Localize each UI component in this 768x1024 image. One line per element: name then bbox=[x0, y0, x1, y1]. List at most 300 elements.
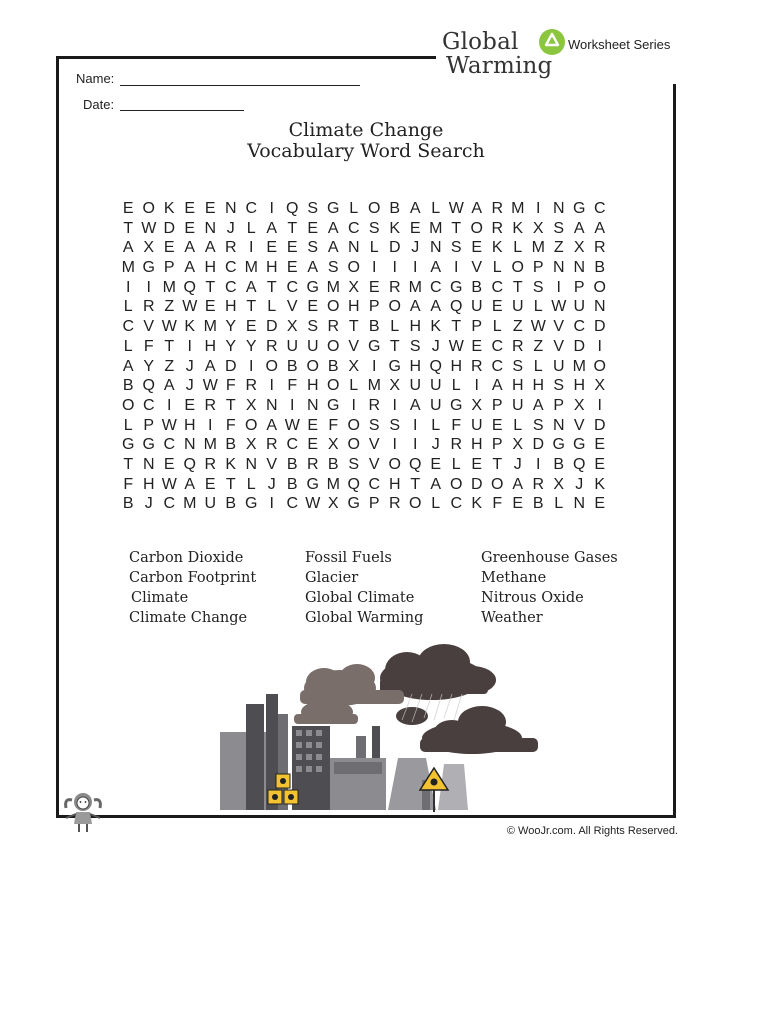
grid-letter: Y bbox=[225, 318, 237, 336]
grid-letter: U bbox=[286, 337, 299, 355]
grid-letter: H bbox=[388, 475, 401, 493]
grid-letter: O bbox=[593, 278, 606, 296]
grid-letter: R bbox=[532, 475, 545, 493]
grid-letter: I bbox=[454, 259, 459, 277]
grid-letter: W bbox=[161, 318, 177, 336]
grid-letter: F bbox=[287, 377, 298, 395]
grid-letter: A bbox=[163, 377, 175, 395]
grid-letter: S bbox=[450, 239, 462, 257]
grid-row bbox=[118, 219, 610, 239]
grid-letter: C bbox=[224, 278, 237, 296]
grid-letter: I bbox=[126, 278, 131, 296]
grid-letter: C bbox=[286, 278, 299, 296]
grid-letter: M bbox=[367, 377, 381, 395]
grid-letter: A bbox=[409, 200, 421, 217]
brand-header bbox=[436, 24, 686, 84]
grid-letter: K bbox=[430, 318, 442, 336]
grid-letter: Q bbox=[573, 455, 586, 473]
grid-letter: O bbox=[593, 357, 606, 375]
grid-letter: G bbox=[347, 495, 360, 513]
grid-letter: B bbox=[594, 259, 606, 277]
grid-letter: C bbox=[368, 475, 381, 493]
grid-letter: H bbox=[409, 357, 422, 375]
grid-letter: G bbox=[306, 278, 319, 296]
grid-letter: I bbox=[536, 455, 541, 473]
grid-letter: X bbox=[245, 436, 257, 454]
word-bank-item: Global Warming bbox=[305, 610, 424, 626]
grid-letter: L bbox=[431, 416, 441, 434]
word-bank-item: Nitrous Oxide bbox=[481, 590, 584, 606]
grid-letter: W bbox=[530, 318, 546, 336]
grid-letter: H bbox=[511, 377, 524, 395]
grid-letter: A bbox=[245, 278, 257, 296]
grid-letter: B bbox=[286, 475, 298, 493]
grid-letter: Q bbox=[142, 377, 155, 395]
grid-letter: Y bbox=[143, 357, 155, 375]
grid-letter: O bbox=[306, 357, 319, 375]
grid-letter: P bbox=[491, 396, 503, 414]
grid-letter: P bbox=[553, 396, 565, 414]
grid-letter: E bbox=[286, 239, 298, 257]
grid-letter: W bbox=[202, 377, 218, 395]
grid-letter: O bbox=[327, 337, 340, 355]
grid-letter: E bbox=[471, 337, 483, 355]
grid-letter: O bbox=[347, 416, 360, 434]
grid-letter: S bbox=[532, 278, 544, 296]
grid-letter: X bbox=[512, 436, 524, 454]
grid-letter: A bbox=[266, 416, 278, 434]
grid-letter: H bbox=[224, 298, 237, 316]
word-bank-item: Fossil Fuels bbox=[305, 550, 392, 566]
grid-letter: U bbox=[429, 377, 442, 395]
grid-letter: K bbox=[594, 475, 606, 493]
brand-title-line1: Global bbox=[442, 29, 519, 55]
grid-letter: B bbox=[122, 377, 134, 395]
grid-letter: N bbox=[593, 298, 606, 316]
grid-letter: L bbox=[369, 239, 379, 257]
word-bank-item: Climate Change bbox=[129, 610, 248, 626]
grid-letter: U bbox=[511, 396, 524, 414]
grid-letter: D bbox=[593, 416, 606, 434]
grid-letter: X bbox=[553, 475, 565, 493]
grid-letter: B bbox=[553, 455, 565, 473]
grid-letter: G bbox=[388, 357, 401, 375]
grid-letter: N bbox=[552, 200, 565, 217]
grid-letter: L bbox=[246, 219, 256, 237]
girl-mascot-icon bbox=[58, 790, 108, 834]
grid-letter: R bbox=[491, 200, 504, 217]
grid-letter: T bbox=[164, 337, 175, 355]
grid-letter: Q bbox=[183, 455, 196, 473]
grid-letter: J bbox=[431, 436, 440, 454]
grid-letter: O bbox=[409, 495, 422, 513]
grid-letter: A bbox=[430, 298, 442, 316]
grid-letter: E bbox=[471, 455, 483, 473]
grid-letter: L bbox=[492, 259, 502, 277]
grid-letter: B bbox=[122, 495, 134, 513]
word-bank-item: Methane bbox=[481, 570, 547, 586]
grid-letter: E bbox=[430, 455, 442, 473]
grid-letter: M bbox=[408, 278, 422, 296]
grid-row bbox=[118, 357, 610, 377]
grid-letter: T bbox=[492, 455, 503, 473]
grid-letter: F bbox=[492, 495, 503, 513]
grid-letter: I bbox=[167, 396, 172, 414]
grid-letter: Q bbox=[183, 278, 196, 296]
name-line[interactable] bbox=[120, 85, 360, 86]
grid-letter: Y bbox=[245, 337, 257, 355]
grid-letter: B bbox=[286, 357, 298, 375]
grid-letter: I bbox=[413, 416, 418, 434]
grid-row bbox=[118, 416, 610, 436]
grid-letter: O bbox=[388, 455, 401, 473]
grid-letter: O bbox=[388, 298, 401, 316]
grid-letter: I bbox=[597, 396, 602, 414]
grid-letter: U bbox=[409, 377, 422, 395]
series-label: Worksheet Series bbox=[568, 37, 671, 52]
grid-letter: C bbox=[491, 278, 504, 296]
grid-letter: I bbox=[474, 377, 479, 395]
grid-letter: O bbox=[347, 436, 360, 454]
grid-letter: R bbox=[388, 495, 401, 513]
grid-letter: E bbox=[204, 298, 216, 316]
grid-letter: R bbox=[511, 337, 524, 355]
grid-letter: O bbox=[511, 259, 524, 277]
grid-letter: H bbox=[347, 298, 360, 316]
word-bank-item: Glacier bbox=[305, 570, 359, 586]
grid-letter: E bbox=[594, 436, 606, 454]
grid-letter: Q bbox=[409, 455, 422, 473]
grid-letter: I bbox=[392, 436, 397, 454]
grid-row bbox=[118, 475, 610, 495]
grid-letter: V bbox=[143, 318, 155, 336]
grid-letter: E bbox=[491, 416, 503, 434]
grid-letter: P bbox=[143, 416, 155, 434]
grid-letter: L bbox=[554, 495, 564, 513]
grid-letter: S bbox=[307, 318, 319, 336]
grid-letter: O bbox=[491, 475, 504, 493]
grid-letter: Y bbox=[225, 337, 237, 355]
word-search-grid bbox=[118, 199, 610, 514]
grid-letter: E bbox=[491, 298, 503, 316]
grid-letter: C bbox=[163, 436, 176, 454]
grid-letter: X bbox=[327, 495, 339, 513]
grid-letter: D bbox=[532, 436, 545, 454]
grid-letter: J bbox=[411, 239, 420, 257]
grid-row bbox=[118, 317, 610, 337]
grid-letter: A bbox=[532, 396, 544, 414]
grid-letter: C bbox=[450, 495, 463, 513]
grid-row bbox=[118, 258, 610, 278]
page-title-line1: Climate Change bbox=[288, 119, 444, 141]
grid-letter: P bbox=[471, 318, 483, 336]
grid-letter: U bbox=[470, 416, 483, 434]
grid-letter: N bbox=[573, 259, 586, 277]
grid-letter: D bbox=[163, 219, 176, 237]
grid-letter: B bbox=[327, 357, 339, 375]
grid-letter: L bbox=[492, 318, 502, 336]
grid-letter: C bbox=[491, 337, 504, 355]
grid-letter: R bbox=[593, 239, 606, 257]
grid-letter: I bbox=[269, 200, 274, 217]
grid-letter: F bbox=[225, 377, 236, 395]
grid-letter: A bbox=[122, 357, 134, 375]
grid-letter: H bbox=[573, 377, 586, 395]
grid-letter: M bbox=[244, 259, 258, 277]
grid-letter: O bbox=[347, 259, 360, 277]
grid-letter: G bbox=[368, 337, 381, 355]
grid-letter: P bbox=[532, 259, 544, 277]
grid-letter: R bbox=[265, 337, 278, 355]
grid-letter: U bbox=[204, 495, 217, 513]
grid-letter: S bbox=[307, 200, 319, 217]
grid-letter: G bbox=[122, 436, 135, 454]
grid-letter: J bbox=[267, 475, 276, 493]
grid-row bbox=[118, 435, 610, 455]
grid-letter: B bbox=[532, 495, 544, 513]
grid-letter: S bbox=[307, 239, 319, 257]
grid-letter: G bbox=[573, 200, 586, 217]
grid-letter: U bbox=[306, 337, 319, 355]
grid-letter: T bbox=[123, 455, 134, 473]
grid-letter: L bbox=[451, 455, 461, 473]
grid-letter: O bbox=[265, 357, 278, 375]
grid-letter: R bbox=[306, 455, 319, 473]
grid-letter: X bbox=[594, 377, 606, 395]
grid-letter: T bbox=[348, 318, 359, 336]
grid-letter: N bbox=[245, 455, 258, 473]
grid-letter: E bbox=[204, 200, 216, 217]
grid-row bbox=[118, 396, 610, 416]
grid-letter: O bbox=[245, 416, 258, 434]
grid-letter: A bbox=[430, 475, 442, 493]
grid-letter: P bbox=[491, 436, 503, 454]
word-bank-item: Carbon Dioxide bbox=[129, 550, 244, 566]
grid-letter: E bbox=[307, 219, 319, 237]
grid-letter: F bbox=[328, 416, 339, 434]
grid-letter: J bbox=[185, 377, 194, 395]
grid-letter: R bbox=[142, 298, 155, 316]
grid-letter: R bbox=[450, 436, 463, 454]
grid-letter: I bbox=[392, 396, 397, 414]
grid-letter: I bbox=[413, 436, 418, 454]
grid-letter: T bbox=[123, 219, 134, 237]
grid-letter: C bbox=[593, 200, 606, 217]
grid-letter: H bbox=[409, 318, 422, 336]
word-bank-item: Climate bbox=[131, 590, 189, 606]
grid-letter: F bbox=[451, 416, 462, 434]
grid-letter: T bbox=[410, 475, 421, 493]
grid-letter: W bbox=[141, 219, 157, 237]
grid-letter: P bbox=[163, 259, 175, 277]
grid-letter: I bbox=[249, 357, 254, 375]
grid-letter: O bbox=[122, 396, 135, 414]
grid-letter: Q bbox=[429, 357, 442, 375]
grid-letter: H bbox=[265, 259, 278, 277]
grid-letter: V bbox=[553, 337, 565, 355]
grid-letter: S bbox=[368, 416, 380, 434]
grid-letter: H bbox=[204, 259, 217, 277]
copyright-text: © WooJr.com. All Rights Reserved. bbox=[506, 825, 678, 837]
grid-letter: S bbox=[553, 219, 565, 237]
grid-letter: E bbox=[184, 200, 196, 217]
grid-letter: T bbox=[287, 219, 298, 237]
grid-letter: E bbox=[184, 219, 196, 237]
grid-letter: E bbox=[512, 495, 524, 513]
grid-letter: M bbox=[326, 475, 340, 493]
grid-letter: F bbox=[225, 416, 236, 434]
grid-letter: E bbox=[286, 259, 298, 277]
grid-letter: W bbox=[305, 495, 321, 513]
grid-letter: A bbox=[184, 239, 196, 257]
grid-letter: O bbox=[368, 200, 381, 217]
grid-letter: C bbox=[122, 318, 135, 336]
grid-letter: S bbox=[532, 416, 544, 434]
grid-letter: G bbox=[450, 396, 463, 414]
grid-letter: M bbox=[326, 278, 340, 296]
grid-letter: M bbox=[511, 200, 525, 217]
grid-letter: G bbox=[142, 436, 155, 454]
grid-letter: Z bbox=[164, 357, 175, 375]
grid-letter: H bbox=[306, 377, 319, 395]
grid-letter: E bbox=[163, 455, 175, 473]
grid-letter: B bbox=[389, 200, 401, 217]
grid-letter: N bbox=[183, 436, 196, 454]
grid-letter: V bbox=[266, 455, 278, 473]
grid-letter: G bbox=[327, 396, 340, 414]
grid-letter: N bbox=[142, 455, 155, 473]
grid-letter: T bbox=[266, 278, 277, 296]
grid-letter: I bbox=[536, 200, 541, 217]
grid-letter: V bbox=[471, 259, 483, 277]
grid-letter: D bbox=[573, 337, 586, 355]
grid-letter: R bbox=[368, 396, 381, 414]
grid-letter: U bbox=[470, 298, 483, 316]
grid-row bbox=[118, 297, 610, 317]
grid-letter: A bbox=[512, 475, 524, 493]
grid-letter: M bbox=[162, 278, 176, 296]
grid-letter: I bbox=[597, 337, 602, 355]
recycle-icon bbox=[538, 28, 566, 56]
grid-letter: T bbox=[451, 318, 462, 336]
grid-letter: A bbox=[594, 219, 606, 237]
grid-letter: A bbox=[491, 377, 503, 395]
grid-letter: L bbox=[533, 357, 543, 375]
grid-letter: Q bbox=[347, 475, 360, 493]
grid-letter: S bbox=[348, 455, 360, 473]
grid-letter: L bbox=[123, 298, 133, 316]
grid-letter: B bbox=[327, 455, 339, 473]
grid-letter: L bbox=[451, 377, 461, 395]
grid-letter: J bbox=[144, 495, 153, 513]
grid-letter: V bbox=[368, 436, 380, 454]
grid-letter: W bbox=[284, 416, 300, 434]
grid-letter: T bbox=[205, 278, 216, 296]
grid-letter: K bbox=[225, 455, 237, 473]
factory-pollution-illustration bbox=[212, 640, 542, 812]
grid-letter: I bbox=[249, 239, 254, 257]
grid-letter: L bbox=[349, 200, 359, 217]
grid-letter: I bbox=[269, 377, 274, 395]
grid-letter: A bbox=[409, 298, 421, 316]
grid-letter: R bbox=[470, 357, 483, 375]
grid-letter: C bbox=[347, 219, 360, 237]
grid-letter: A bbox=[307, 259, 319, 277]
grid-letter: L bbox=[431, 200, 441, 217]
grid-letter: V bbox=[573, 416, 585, 434]
date-line[interactable] bbox=[120, 110, 244, 111]
grid-letter: D bbox=[593, 318, 606, 336]
grid-letter: G bbox=[306, 475, 319, 493]
grid-letter: U bbox=[429, 396, 442, 414]
grid-letter: P bbox=[368, 298, 380, 316]
grid-letter: A bbox=[573, 219, 585, 237]
grid-letter: O bbox=[450, 475, 463, 493]
grid-letter: A bbox=[122, 239, 134, 257]
grid-letter: U bbox=[511, 298, 524, 316]
grid-letter: B bbox=[471, 278, 483, 296]
grid-letter: T bbox=[389, 337, 400, 355]
grid-letter: E bbox=[471, 239, 483, 257]
grid-letter: E bbox=[122, 200, 134, 217]
grid-letter: T bbox=[512, 278, 523, 296]
grid-letter: D bbox=[388, 239, 401, 257]
grid-letter: K bbox=[389, 219, 401, 237]
grid-row bbox=[118, 199, 610, 219]
grid-letter: I bbox=[208, 416, 213, 434]
grid-letter: R bbox=[265, 436, 278, 454]
grid-letter: M bbox=[203, 318, 217, 336]
grid-letter: K bbox=[184, 318, 196, 336]
grid-row bbox=[118, 494, 610, 514]
grid-letter: O bbox=[142, 200, 155, 217]
grid-letter: H bbox=[532, 377, 545, 395]
grid-letter: P bbox=[368, 495, 380, 513]
grid-letter: N bbox=[573, 495, 586, 513]
grid-letter: Z bbox=[164, 298, 175, 316]
grid-letter: I bbox=[413, 259, 418, 277]
grid-letter: D bbox=[265, 318, 278, 336]
grid-letter: N bbox=[347, 239, 360, 257]
grid-letter: C bbox=[142, 396, 155, 414]
grid-letter: V bbox=[286, 298, 298, 316]
grid-row bbox=[118, 238, 610, 258]
grid-letter: G bbox=[573, 436, 586, 454]
grid-letter: A bbox=[184, 475, 196, 493]
grid-letter: C bbox=[429, 278, 442, 296]
grid-letter: O bbox=[327, 298, 340, 316]
grid-letter: X bbox=[348, 357, 360, 375]
grid-letter: W bbox=[161, 475, 177, 493]
grid-letter: I bbox=[372, 259, 377, 277]
grid-letter: D bbox=[470, 475, 483, 493]
grid-letter: G bbox=[327, 200, 340, 217]
brand-title bbox=[442, 30, 552, 78]
grid-letter: Q bbox=[450, 298, 463, 316]
grid-letter: J bbox=[513, 455, 522, 473]
grid-letter: W bbox=[448, 337, 464, 355]
grid-letter: L bbox=[267, 298, 277, 316]
grid-letter: L bbox=[349, 377, 359, 395]
grid-letter: W bbox=[448, 200, 464, 217]
name-label: Name: bbox=[76, 71, 115, 86]
grid-letter: A bbox=[327, 219, 339, 237]
grid-letter: N bbox=[552, 416, 565, 434]
grid-letter: W bbox=[551, 298, 567, 316]
grid-letter: S bbox=[409, 337, 421, 355]
grid-letter: E bbox=[307, 436, 319, 454]
page-title-line2: Vocabulary Word Search bbox=[247, 140, 485, 162]
